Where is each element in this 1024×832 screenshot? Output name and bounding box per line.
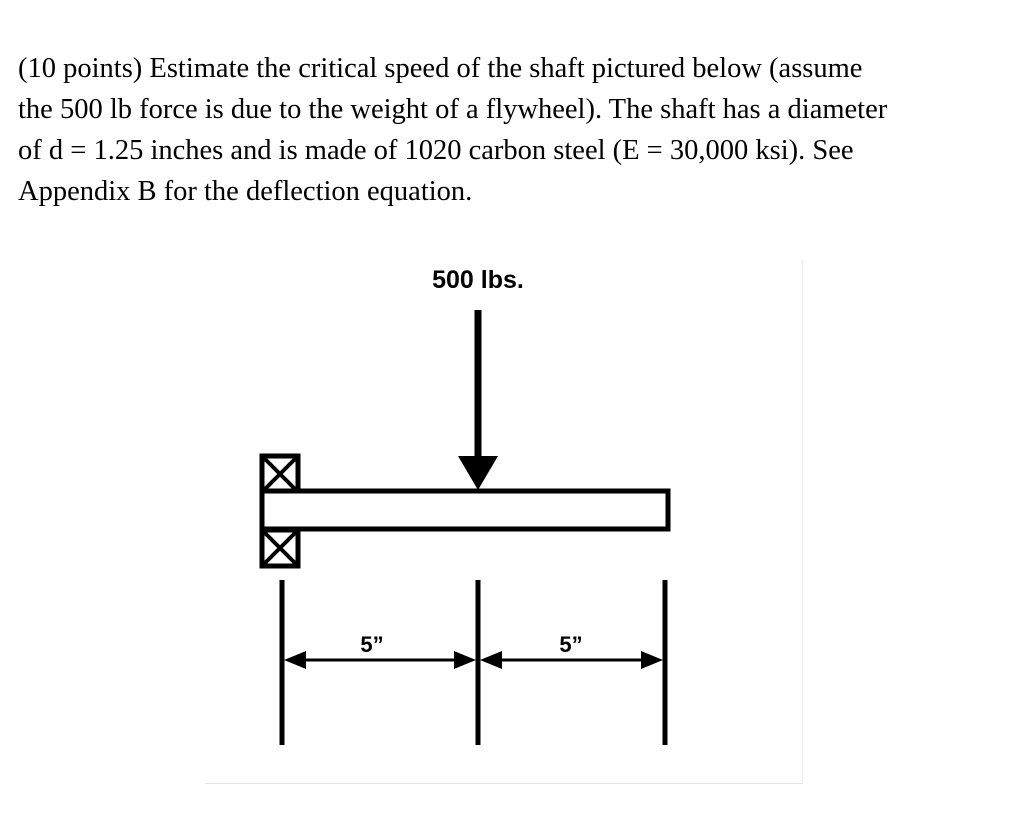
problem-line-2: the 500 lb force is due to the weight of a flywheel). The shaft has a diameter xyxy=(18,94,888,125)
problem-line-3: of d = 1.25 inches and is made of 1020 carbon steel (E = 30,000 ksi). See xyxy=(18,135,854,166)
load-label: 500 lbs. xyxy=(432,266,524,294)
dimension-extension-lines xyxy=(282,580,665,745)
problem-line-4: Appendix B for the deflection equation. xyxy=(18,176,473,207)
dimension-left-label: 5” xyxy=(360,632,384,657)
shaft xyxy=(262,491,668,529)
load-arrow xyxy=(458,310,498,490)
dimension-right-label: 5” xyxy=(559,632,583,657)
problem-line-1: (10 points) Estimate the critical speed of the shaft pictured below (assume xyxy=(18,53,863,84)
